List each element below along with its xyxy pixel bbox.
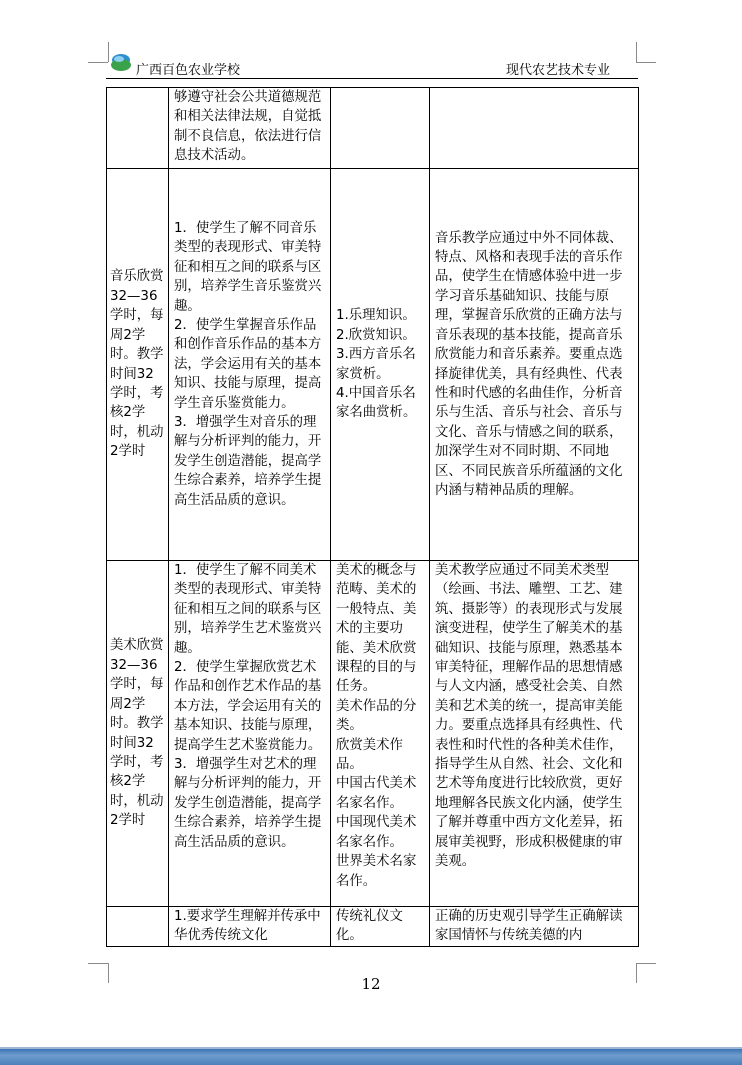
curriculum-table [106, 87, 639, 947]
crop-mark [108, 42, 109, 62]
objectives-cell: 够遵守社会公共道德规范和相关法律法规，自觉抵制不良信息，依法进行信息技术活动。 [169, 88, 331, 169]
requirements-cell: 美术教学应通过不同美术类型（绘画、书法、雕塑、工艺、建筑、摄影等）的表现形式与发展演变进程，使学生了解美术的基础知识、技能与原理，熟悉基本审美特征，理解作品的思想情感与人文内涵，感受社会美、自然美和艺术美的统一，提高审美能力。要重点选择具有经典性、代表性和时代性的各种美术佳作，指导学生从自然、社会、文化和艺术等角度进行比较欣赏，更好地理解各民族文化内涵，使学生了解并尊重中西方文化差异，拓展审美视野，形成积极健康的审美观。 [430, 561, 639, 907]
page-number: 12 [361, 975, 381, 993]
table-row [107, 561, 639, 907]
table-row [107, 169, 639, 561]
content-cell: 传统礼仪文化。 [331, 907, 430, 947]
course-cell: 音乐欣赏32—36学时，每周2学时。教学时间32学时，考核2学时，机动2学时 [107, 169, 169, 561]
content-cell: 1.乐理知识。 2.欣赏知识。 3.西方音乐名家赏析。 4.中国音乐名家名曲赏析。 [331, 169, 430, 561]
crop-mark [636, 62, 656, 63]
course-cell [107, 88, 169, 169]
school-logo-icon [110, 52, 132, 74]
header-rule [106, 78, 638, 79]
table-row [107, 907, 639, 947]
content-cell: 美术的概念与范畴、美术的一般特点、美术的主要功能、美术欣赏课程的目的与任务。 美术作品的分类。 欣赏美术作品。 中国古代美术名家名作。 中国现代美术名家名作。 世界美术名家名作。 [331, 561, 430, 907]
objectives-cell: 1．使学生了解不同美术类型的表现形式、审美特征和相互之间的联系与区别，培养学生艺术鉴赏兴趣。 2．使学生掌握欣赏艺术作品和创作艺术作品的基本方法，学会运用有关的基本知识、技能与原理，提高学生艺术鉴赏能力。 3．增强学生对艺术的理解与分析评判的能力，开发学生创造潜能，提高学生综合素养，培养学生提高生活品质的意识。 [169, 561, 331, 907]
content-cell [331, 88, 430, 169]
crop-mark [636, 963, 656, 964]
major-name: 现代农艺技术专业 [505, 63, 610, 78]
objectives-cell: 1．使学生了解不同音乐类型的表现形式、审美特征和相互之间的联系与区别，培养学生音乐鉴赏兴趣。 2．使学生掌握音乐作品和创作音乐作品的基本方法，学会运用有关的基本知识、技能与原理，提高学生音乐鉴赏能力。 3．增强学生对音乐的理解与分析评判的能力，开发学生创造潜能，提高学生综合素养，培养学生提高生活品质的意识。 [169, 169, 331, 561]
requirements-cell [430, 88, 639, 169]
page-header [110, 50, 638, 78]
table-row [107, 88, 639, 169]
school-name: 广西百色农业学校 [136, 63, 241, 78]
requirements-cell: 音乐教学应通过中外不同体裁、特点、风格和表现手法的音乐作品，使学生在情感体验中进一步学习音乐基础知识、技能与原理，掌握音乐欣赏的正确方法与音乐表现的基本技能，提高音乐欣赏能力和音乐素养。要重点选择旋律优美，具有经典性、代表性和时代感的名曲佳作，分析音乐与生活、音乐与社会、音乐与文化、音乐与情感之间的联系，加深学生对不同时期、不同地区、不同民族音乐所蕴涵的文化内涵与精神品质的理解。 [430, 169, 639, 561]
crop-mark [88, 963, 108, 964]
requirements-cell: 正确的历史观引导学生正确解读家国情怀与传统美德的内 [430, 907, 639, 947]
course-cell [107, 907, 169, 947]
course-cell: 美术欣赏32—36学时，每周2学时。教学时间32学时，考核2学时，机动2学时 [107, 561, 169, 907]
objectives-cell: 1.要求学生理解并传承中华优秀传统文化 [169, 907, 331, 947]
crop-mark [88, 62, 108, 63]
taskbar-strip [0, 1049, 742, 1065]
